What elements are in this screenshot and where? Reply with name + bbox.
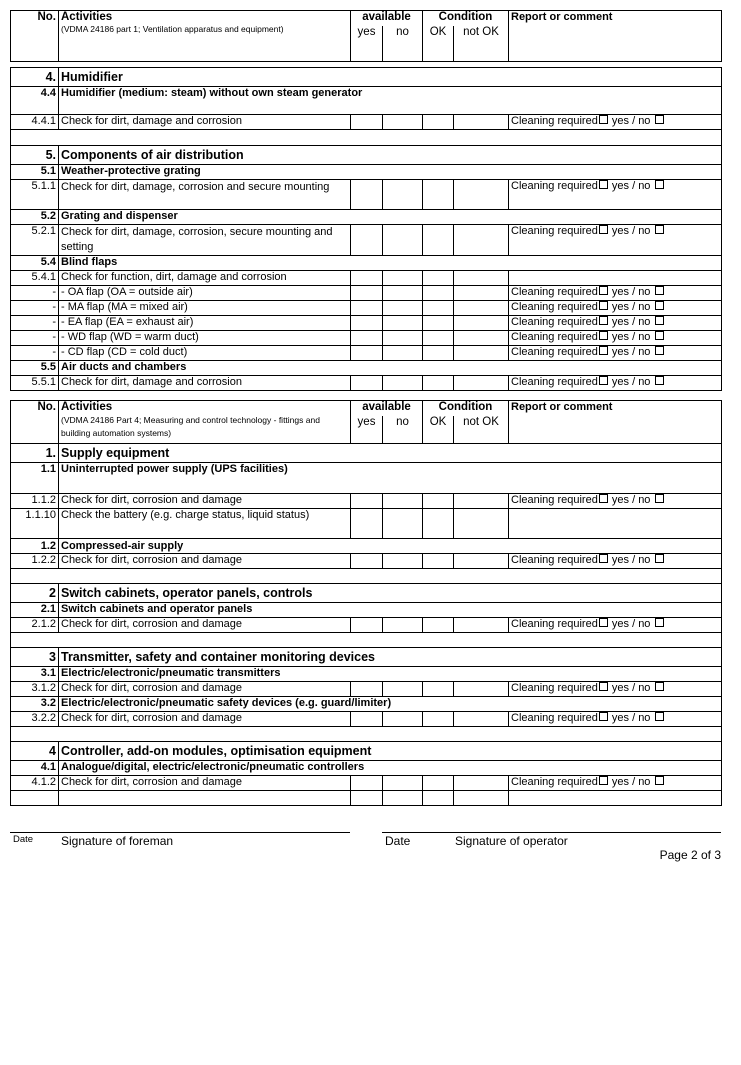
subsection-title: Electric/electronic/pneumatic transmitters [59, 667, 722, 682]
available-yes-cell[interactable] [351, 682, 383, 697]
cleaning-required-label: Cleaning required [511, 301, 598, 313]
yes-no-label: yes / no [611, 494, 651, 506]
header-available: available [351, 11, 423, 26]
available-yes-cell[interactable] [351, 271, 383, 286]
subsection-row [11, 87, 722, 115]
operator-signature-line[interactable] [382, 832, 721, 833]
item-text: Check the battery (e.g. charge status, liquid status) [59, 509, 351, 539]
checkbox-square-icon[interactable] [655, 286, 664, 295]
yes-no-label: yes / no [611, 712, 651, 724]
table-row [11, 346, 722, 361]
yes-no-label: yes / no [611, 301, 651, 313]
blank-row [11, 633, 722, 648]
subsection-title: Blind flaps [59, 256, 722, 271]
available-yes-cell[interactable] [351, 301, 383, 316]
subsection-number: 5.4 [11, 256, 59, 271]
header-report: Report or comment [509, 11, 722, 62]
cleaning-required-label: Cleaning required [511, 554, 598, 566]
available-yes-cell[interactable] [351, 225, 383, 256]
report-cell [509, 618, 722, 633]
condition-ok-cell[interactable] [423, 554, 454, 569]
cleaning-required-label: Cleaning required [511, 115, 598, 127]
header-activities-standard: (VDMA 24186 part 1; Ventilation apparatus and equipment) [61, 24, 284, 34]
condition-not-ok-cell[interactable] [454, 554, 509, 569]
checkbox-square-icon[interactable] [655, 776, 664, 785]
header-yes: yes [351, 26, 383, 62]
checkbox-square-icon[interactable] [599, 316, 608, 325]
item-text: Check for dirt, corrosion and damage [59, 776, 351, 791]
operator-signature-label: Signature of operator [455, 834, 568, 848]
section-number: 4 [11, 742, 59, 761]
checkbox-square-icon[interactable] [599, 494, 608, 503]
item-number: - [11, 301, 59, 316]
subsection-number: 5.1 [11, 165, 59, 180]
yes-no-label: yes / no [611, 776, 651, 788]
item-text: Check for dirt, damage and corrosion [59, 115, 351, 130]
cleaning-required-label: Cleaning required [511, 180, 598, 192]
table-row [11, 225, 722, 256]
subsection-number: 1.2 [11, 539, 59, 554]
subsection-number: 4.1 [11, 761, 59, 776]
yes-no-label: yes / no [611, 554, 651, 566]
item-number: 5.2.1 [11, 225, 59, 256]
checkbox-square-icon[interactable] [655, 331, 664, 340]
condition-not-ok-cell[interactable] [454, 494, 509, 509]
item-text: Check for dirt, corrosion and damage [59, 494, 351, 509]
available-no-cell[interactable] [383, 712, 423, 727]
table-row [11, 180, 722, 210]
subsection-row [11, 361, 722, 376]
available-yes-cell[interactable] [351, 180, 383, 210]
item-number: 5.4.1 [11, 271, 59, 286]
item-text: Check for function, dirt, damage and corrosion [59, 271, 351, 286]
checkbox-square-icon[interactable] [655, 682, 664, 691]
subsection-title: Air ducts and chambers [59, 361, 722, 376]
table-row [11, 712, 722, 727]
item-text [59, 791, 351, 806]
yes-no-label: yes / no [611, 331, 651, 343]
checkbox-square-icon[interactable] [599, 682, 608, 691]
subsection-row [11, 603, 722, 618]
header-available: available [351, 401, 423, 416]
available-no-cell[interactable] [383, 682, 423, 697]
condition-ok-cell[interactable] [423, 115, 454, 130]
available-no-cell[interactable] [383, 225, 423, 256]
item-number: 1.1.10 [11, 509, 59, 539]
subsection-title: Compressed-air supply [59, 539, 722, 554]
report-cell [509, 346, 722, 361]
condition-ok-cell[interactable] [423, 286, 454, 301]
date-label-left: Date [13, 834, 34, 845]
item-number: 5.1.1 [11, 180, 59, 210]
header-no: No. [11, 11, 59, 62]
section-row [11, 68, 722, 87]
condition-not-ok-cell[interactable] [454, 618, 509, 633]
yes-no-label: yes / no [611, 682, 651, 694]
condition-ok-cell[interactable] [423, 682, 454, 697]
subsection-row [11, 165, 722, 180]
subsection-title: Analogue/digital, electric/electronic/pneumatic controllers [59, 761, 722, 776]
table-row [11, 301, 722, 316]
item-text: - OA flap (OA = outside air) [59, 286, 351, 301]
blank-row [11, 727, 722, 742]
condition-ok-cell[interactable] [423, 776, 454, 791]
subsection-row [11, 761, 722, 776]
header-ok: OK [423, 26, 454, 62]
subsection-number: 1.1 [11, 463, 59, 494]
header-no: No. [11, 401, 59, 444]
item-number: 3.2.2 [11, 712, 59, 727]
subsection-title: Switch cabinets and operator panels [59, 603, 722, 618]
section-title: Components of air distribution [59, 146, 722, 165]
section-row [11, 146, 722, 165]
section-row [11, 444, 722, 463]
report-cell [509, 376, 722, 391]
cleaning-required-label: Cleaning required [511, 618, 598, 630]
checkbox-square-icon[interactable] [599, 331, 608, 340]
condition-ok-cell[interactable] [423, 271, 454, 286]
cleaning-required-label: Cleaning required [511, 776, 598, 788]
condition-ok-cell[interactable] [423, 791, 454, 806]
available-no-cell[interactable] [383, 791, 423, 806]
report-cell [509, 776, 722, 791]
available-no-cell[interactable] [383, 346, 423, 361]
item-text: Check for dirt, corrosion and damage [59, 554, 351, 569]
available-no-cell[interactable] [383, 301, 423, 316]
inspection-table-control [10, 400, 722, 806]
cleaning-required-label: Cleaning required [511, 331, 598, 343]
report-cell [509, 554, 722, 569]
header-no-col: no [383, 416, 423, 444]
yes-no-label: yes / no [611, 346, 651, 358]
checkbox-square-icon[interactable] [599, 776, 608, 785]
foreman-signature-label: Signature of foreman [61, 834, 174, 848]
subsection-title: Grating and dispenser [59, 210, 722, 225]
condition-ok-cell[interactable] [423, 618, 454, 633]
available-no-cell[interactable] [383, 286, 423, 301]
condition-ok-cell[interactable] [423, 376, 454, 391]
subsection-row [11, 256, 722, 271]
checkbox-square-icon[interactable] [655, 376, 664, 385]
condition-not-ok-cell[interactable] [454, 791, 509, 806]
header-activities [59, 11, 351, 62]
checkbox-square-icon[interactable] [655, 225, 664, 234]
item-number: 4.1.2 [11, 776, 59, 791]
checkbox-square-icon[interactable] [655, 712, 664, 721]
item-text: - MA flap (MA = mixed air) [59, 301, 351, 316]
section-number: 2 [11, 584, 59, 603]
section-title: Switch cabinets, operator panels, controls [59, 584, 722, 603]
table-row [11, 286, 722, 301]
condition-ok-cell[interactable] [423, 180, 454, 210]
report-cell [509, 301, 722, 316]
table-row [11, 554, 722, 569]
cleaning-required-label: Cleaning required [511, 376, 598, 388]
section-number: 4. [11, 68, 59, 87]
item-number: - [11, 331, 59, 346]
subsection-number: 5.5 [11, 361, 59, 376]
condition-ok-cell[interactable] [423, 331, 454, 346]
cleaning-required-label: Cleaning required [511, 346, 598, 358]
item-number: 4.4.1 [11, 115, 59, 130]
header-report: Report or comment [509, 401, 722, 444]
checkbox-square-icon[interactable] [599, 712, 608, 721]
table-row [11, 494, 722, 509]
condition-not-ok-cell[interactable] [454, 286, 509, 301]
available-no-cell[interactable] [383, 331, 423, 346]
subsection-row [11, 463, 722, 494]
header-not-ok: not OK [454, 26, 509, 62]
item-number: - [11, 286, 59, 301]
section-row [11, 648, 722, 667]
report-cell [509, 225, 722, 256]
checkbox-square-icon[interactable] [655, 301, 664, 310]
section-title: Transmitter, safety and container monitoring devices [59, 648, 722, 667]
condition-ok-cell[interactable] [423, 494, 454, 509]
available-no-cell[interactable] [383, 618, 423, 633]
header-not-ok: not OK [454, 416, 509, 444]
header-yes: yes [351, 416, 383, 444]
cleaning-required-label: Cleaning required [511, 316, 598, 328]
condition-not-ok-cell[interactable] [454, 712, 509, 727]
inspection-table-ventilation [10, 10, 722, 391]
available-yes-cell[interactable] [351, 776, 383, 791]
condition-ok-cell[interactable] [423, 301, 454, 316]
subsection-title: Electric/electronic/pneumatic safety devices (e.g. guard/limiter) [59, 697, 722, 712]
report-cell [509, 331, 722, 346]
header-activities [59, 401, 351, 444]
cleaning-required-label: Cleaning required [511, 712, 598, 724]
available-no-cell[interactable] [383, 509, 423, 539]
condition-ok-cell[interactable] [423, 316, 454, 331]
checkbox-square-icon[interactable] [655, 180, 664, 189]
condition-not-ok-cell[interactable] [454, 316, 509, 331]
checkbox-square-icon[interactable] [655, 346, 664, 355]
condition-not-ok-cell[interactable] [454, 115, 509, 130]
available-yes-cell[interactable] [351, 509, 383, 539]
subsection-number: 3.1 [11, 667, 59, 682]
report-cell [509, 316, 722, 331]
yes-no-label: yes / no [611, 115, 651, 127]
checkbox-square-icon[interactable] [599, 286, 608, 295]
checkbox-square-icon[interactable] [599, 346, 608, 355]
section-number: 1. [11, 444, 59, 463]
available-no-cell[interactable] [383, 554, 423, 569]
table-row [11, 331, 722, 346]
yes-no-label: yes / no [611, 180, 651, 192]
yes-no-label: yes / no [611, 316, 651, 328]
condition-not-ok-cell[interactable] [454, 180, 509, 210]
available-yes-cell[interactable] [351, 791, 383, 806]
report-cell [509, 509, 722, 539]
item-number: 5.5.1 [11, 376, 59, 391]
available-no-cell[interactable] [383, 115, 423, 130]
blank-row [11, 569, 722, 584]
table-row [11, 115, 722, 130]
checkbox-square-icon[interactable] [599, 180, 608, 189]
table-row [11, 271, 722, 286]
item-text: Check for dirt, corrosion and damage [59, 712, 351, 727]
available-yes-cell[interactable] [351, 346, 383, 361]
report-cell [509, 286, 722, 301]
available-yes-cell[interactable] [351, 286, 383, 301]
header-no-col: no [383, 26, 423, 62]
page-number: Page 2 of 3 [659, 848, 721, 862]
condition-not-ok-cell[interactable] [454, 776, 509, 791]
date-label-right: Date [385, 834, 411, 848]
section-title: Controller, add-on modules, optimisation equipment [59, 742, 722, 761]
available-yes-cell[interactable] [351, 494, 383, 509]
checkbox-square-icon[interactable] [655, 316, 664, 325]
item-text: Check for dirt, corrosion and damage [59, 682, 351, 697]
header-activities-title: Activities [61, 11, 113, 23]
checkbox-square-icon[interactable] [655, 115, 664, 124]
available-no-cell[interactable] [383, 316, 423, 331]
section-number: 5. [11, 146, 59, 165]
yes-no-label: yes / no [611, 225, 651, 237]
available-yes-cell[interactable] [351, 331, 383, 346]
item-number: - [11, 316, 59, 331]
subsection-row [11, 210, 722, 225]
subsection-number: 5.2 [11, 210, 59, 225]
condition-ok-cell[interactable] [423, 346, 454, 361]
item-number [11, 791, 59, 806]
header-condition: Condition [423, 11, 509, 26]
available-no-cell[interactable] [383, 180, 423, 210]
item-text: - EA flap (EA = exhaust air) [59, 316, 351, 331]
subsection-number: 2.1 [11, 603, 59, 618]
item-text: - WD flap (WD = warm duct) [59, 331, 351, 346]
table-row [11, 618, 722, 633]
report-cell [509, 180, 722, 210]
foreman-signature-line[interactable] [10, 832, 350, 833]
available-yes-cell[interactable] [351, 376, 383, 391]
header-ok: OK [423, 416, 454, 444]
cleaning-required-label: Cleaning required [511, 225, 598, 237]
report-cell [509, 682, 722, 697]
report-cell [509, 271, 722, 286]
condition-not-ok-cell[interactable] [454, 271, 509, 286]
item-text: - CD flap (CD = cold duct) [59, 346, 351, 361]
available-yes-cell[interactable] [351, 554, 383, 569]
table-row [11, 682, 722, 697]
report-cell [509, 115, 722, 130]
condition-not-ok-cell[interactable] [454, 682, 509, 697]
table-row [11, 791, 722, 806]
available-yes-cell[interactable] [351, 316, 383, 331]
item-number: 1.1.2 [11, 494, 59, 509]
blank-row [11, 130, 722, 146]
condition-ok-cell[interactable] [423, 712, 454, 727]
header-activities-title: Activities [61, 401, 113, 413]
available-yes-cell[interactable] [351, 618, 383, 633]
item-text: Check for dirt, damage and corrosion [59, 376, 351, 391]
subsection-title: Uninterrupted power supply (UPS facilities) [59, 463, 722, 494]
cleaning-required-label: Cleaning required [511, 494, 598, 506]
table-row [11, 316, 722, 331]
item-number: 2.1.2 [11, 618, 59, 633]
item-text: Check for dirt, damage, corrosion, secure mounting and setting [59, 225, 351, 256]
subsection-number: 4.4 [11, 87, 59, 115]
table-row [11, 509, 722, 539]
subsection-number: 3.2 [11, 697, 59, 712]
table-row [11, 776, 722, 791]
condition-ok-cell[interactable] [423, 509, 454, 539]
checkbox-square-icon[interactable] [655, 494, 664, 503]
condition-not-ok-cell[interactable] [454, 331, 509, 346]
checkbox-square-icon[interactable] [599, 115, 608, 124]
report-cell [509, 791, 722, 806]
section-row [11, 742, 722, 761]
available-yes-cell[interactable] [351, 115, 383, 130]
item-number: - [11, 346, 59, 361]
available-no-cell[interactable] [383, 376, 423, 391]
available-no-cell[interactable] [383, 271, 423, 286]
table-row [11, 376, 722, 391]
section-title: Supply equipment [59, 444, 722, 463]
item-number: 3.1.2 [11, 682, 59, 697]
section-number: 3 [11, 648, 59, 667]
report-cell [509, 494, 722, 509]
condition-not-ok-cell[interactable] [454, 301, 509, 316]
cleaning-required-label: Cleaning required [511, 682, 598, 694]
checkbox-square-icon[interactable] [599, 618, 608, 627]
condition-not-ok-cell[interactable] [454, 509, 509, 539]
available-no-cell[interactable] [383, 494, 423, 509]
condition-not-ok-cell[interactable] [454, 376, 509, 391]
section-title: Humidifier [59, 68, 722, 87]
yes-no-label: yes / no [611, 286, 651, 298]
yes-no-label: yes / no [611, 376, 651, 388]
cleaning-required-label: Cleaning required [511, 286, 598, 298]
header-activities-standard: (VDMA 24186 Part 4; Measuring and control technology - fittings and building automation systems) [61, 415, 320, 438]
subsection-title: Weather-protective grating [59, 165, 722, 180]
yes-no-label: yes / no [611, 618, 651, 630]
available-yes-cell[interactable] [351, 712, 383, 727]
checkbox-square-icon[interactable] [599, 225, 608, 234]
report-cell [509, 712, 722, 727]
item-text: Check for dirt, damage, corrosion and secure mounting [59, 180, 351, 210]
item-number: 1.2.2 [11, 554, 59, 569]
condition-ok-cell[interactable] [423, 225, 454, 256]
checkbox-square-icon[interactable] [655, 618, 664, 627]
checkbox-square-icon[interactable] [599, 301, 608, 310]
subsection-row [11, 667, 722, 682]
subsection-row [11, 539, 722, 554]
condition-not-ok-cell[interactable] [454, 346, 509, 361]
checkbox-square-icon[interactable] [655, 554, 664, 563]
available-no-cell[interactable] [383, 776, 423, 791]
subsection-row [11, 697, 722, 712]
section-row [11, 584, 722, 603]
subsection-title: Humidifier (medium: steam) without own steam generator [59, 87, 722, 115]
checkbox-square-icon[interactable] [599, 376, 608, 385]
item-text: Check for dirt, corrosion and damage [59, 618, 351, 633]
checkbox-square-icon[interactable] [599, 554, 608, 563]
condition-not-ok-cell[interactable] [454, 225, 509, 256]
header-condition: Condition [423, 401, 509, 416]
